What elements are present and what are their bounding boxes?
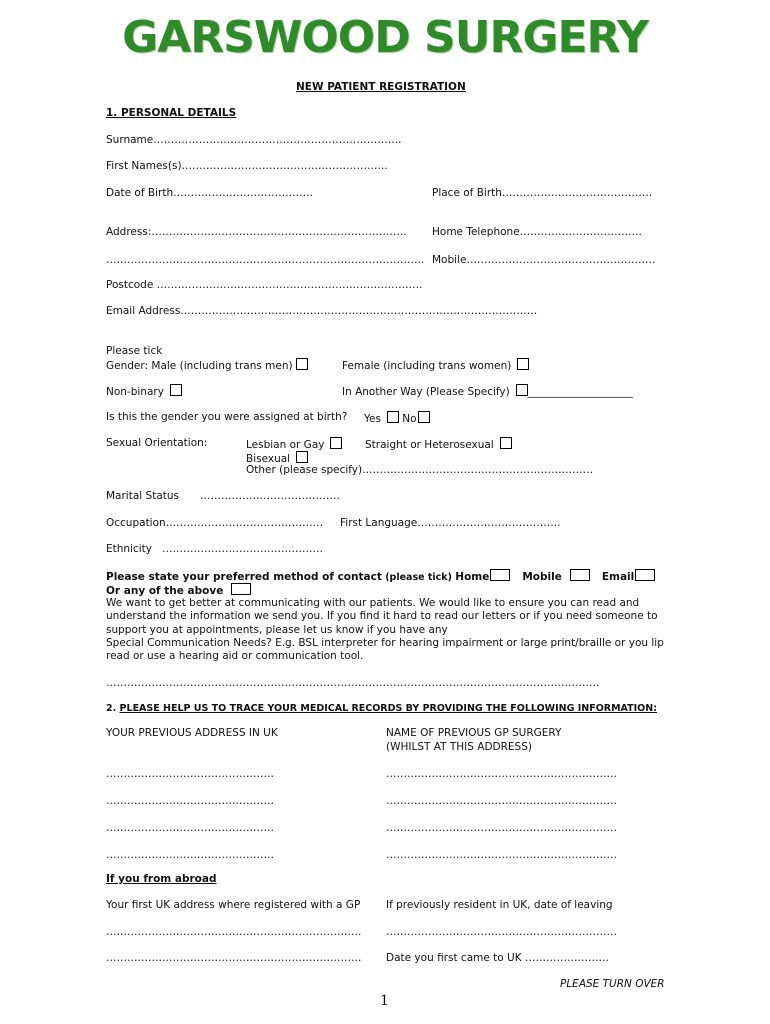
first-uk-address-label: Your first UK address where registered with a GP [106, 899, 361, 911]
address-field[interactable]: Address:………………………………………………………………. [106, 226, 407, 238]
previous-resident-label: If previously resident in UK, date of leaving [386, 899, 613, 911]
previous-address-line[interactable]: ………………………………………… [106, 795, 274, 807]
contact-tick-note: (please tick) [385, 572, 452, 583]
communication-needs-field[interactable]: …………………………………………………………………………………………………………………………… [106, 677, 600, 689]
contact-home-checkbox[interactable] [490, 569, 510, 581]
communication-paragraph: We want to get better at communicating with our patients. We would like to ensure you can read and understand the information we send you. If you find it hard to read our letters or if you need someone to support you at appointments, please let us know if you have any [106, 597, 658, 636]
contact-email-checkbox[interactable] [635, 569, 655, 581]
first-language-field[interactable]: First Language………………………………….. [340, 517, 561, 529]
gender-female-option[interactable] [342, 358, 529, 373]
yes-label: Yes [364, 413, 381, 425]
previous-address-line[interactable]: ………………………………………… [106, 822, 274, 834]
gender-assigned-question: Is this the gender you were assigned at birth? [106, 411, 348, 423]
contact-home-label: Home [455, 571, 490, 583]
lesbian-gay-option[interactable] [246, 437, 342, 452]
contact-question: Please state your preferred method of contact [106, 571, 382, 583]
previous-address-header: YOUR PREVIOUS ADDRESS IN UK [106, 727, 278, 739]
postcode-field[interactable]: Postcode …………………………………………………………………. [106, 279, 423, 291]
another-way-checkbox[interactable] [516, 384, 528, 396]
previous-gp-subheader: (WHILST AT THIS ADDRESS) [386, 741, 532, 753]
dob-field[interactable]: Date of Birth…………………………………. [106, 187, 313, 199]
surname-field[interactable]: Surname…………………………………………………………….. [106, 134, 402, 146]
ethnicity-label: Ethnicity [106, 543, 152, 555]
contact-mobile-checkbox[interactable] [570, 569, 590, 581]
first-uk-address-line[interactable]: ………………………………………………………………. [106, 952, 362, 964]
orientation-other-field[interactable]: Other (please specify)………………………………………………………… [246, 464, 594, 476]
contact-method-row [106, 569, 655, 584]
date-of-leaving-line[interactable]: ………………………………………………………… [386, 926, 617, 938]
straight-checkbox[interactable] [500, 437, 512, 449]
contact-any-checkbox[interactable] [231, 583, 251, 595]
mobile-field[interactable]: Mobile……………………………………………… [432, 254, 656, 266]
previous-gp-header: NAME OF PREVIOUS GP SURGERY [386, 727, 562, 739]
home-telephone-field[interactable]: Home Telephone…………………………….. [432, 226, 642, 238]
surgery-title: GARSWOOD SURGERY [122, 12, 648, 63]
contact-any-row [106, 583, 251, 598]
previous-gp-line[interactable]: ………………………………………………………… [386, 849, 617, 861]
ethnicity-field[interactable]: ………………………………………. [162, 543, 323, 555]
contact-email-label: Email [601, 571, 635, 583]
section2-heading-text: PLEASE HELP US TO TRACE YOUR MEDICAL RECORDS BY PROVIDING THE FOLLOWING INFORMATION: [119, 703, 658, 714]
occupation-field[interactable]: Occupation……………………………………… [106, 517, 324, 529]
orientation-label: Sexual Orientation: [106, 437, 208, 449]
section2-number: 2. [106, 703, 117, 714]
section2-heading [106, 702, 657, 715]
communication-paragraph-2: Special Communication Needs? E.g. BSL interpreter for hearing impairment or large print/braille or you lip read or use a hearing aid or communication tool. [106, 637, 664, 663]
lesbian-gay-label: Lesbian or Gay [246, 439, 325, 451]
first-uk-address-line[interactable]: ………………………………………………………………. [106, 926, 362, 938]
page-number: 1 [380, 993, 389, 1009]
address-line2-field[interactable]: ………………………………………………………………………………. [106, 254, 425, 266]
gender-male-checkbox[interactable] [296, 358, 308, 370]
yes-checkbox[interactable] [387, 411, 399, 423]
another-way-label: In Another Way (Please Specify) [342, 386, 510, 398]
email-field[interactable]: Email Address………………………………………………………………………………………… [106, 305, 538, 317]
another-way-option[interactable] [342, 384, 633, 399]
contact-mobile-label: Mobile [522, 571, 562, 583]
marital-status-field[interactable]: …………………………………. [200, 490, 340, 502]
place-of-birth-field[interactable]: Place of Birth……………………………………. [432, 187, 653, 199]
assigned-yes-no[interactable] [364, 411, 430, 426]
no-label: No [402, 413, 417, 425]
marital-status-label: Marital Status [106, 490, 179, 502]
straight-label: Straight or Heterosexual [365, 439, 494, 451]
straight-option[interactable] [365, 437, 512, 452]
previous-gp-line[interactable]: ………………………………………………………… [386, 795, 617, 807]
contact-any-label: Or any of the above [106, 585, 224, 597]
bisexual-label: Bisexual [246, 453, 291, 465]
abroad-heading: If you from abroad [106, 873, 217, 885]
non-binary-label: Non-binary [106, 386, 164, 398]
non-binary-option[interactable] [106, 384, 182, 399]
another-way-line[interactable]: ____________________ [527, 386, 633, 398]
gender-male-option[interactable] [106, 358, 308, 373]
previous-address-line[interactable]: ………………………………………… [106, 768, 274, 780]
first-names-field[interactable]: First Names(s)………………………………………………….. [106, 160, 388, 172]
section1-heading: 1. PERSONAL DETAILS [106, 107, 237, 119]
lesbian-gay-checkbox[interactable] [330, 437, 342, 449]
no-checkbox[interactable] [418, 411, 430, 423]
gender-female-label: Female (including trans women) [342, 360, 512, 372]
please-turn-over: PLEASE TURN OVER [560, 978, 665, 990]
previous-gp-line[interactable]: ………………………………………………………… [386, 822, 617, 834]
bisexual-checkbox[interactable] [296, 451, 308, 463]
gender-female-checkbox[interactable] [517, 358, 529, 370]
gender-male-label: Gender: Male (including trans men) [106, 360, 293, 372]
date-came-to-uk-field[interactable]: Date you first came to UK …………………… [386, 952, 609, 964]
form-title: NEW PATIENT REGISTRATION [296, 81, 466, 93]
non-binary-checkbox[interactable] [170, 384, 182, 396]
previous-gp-line[interactable]: ………………………………………………………… [386, 768, 617, 780]
previous-address-line[interactable]: ………………………………………… [106, 849, 274, 861]
please-tick-label: Please tick [106, 345, 163, 357]
